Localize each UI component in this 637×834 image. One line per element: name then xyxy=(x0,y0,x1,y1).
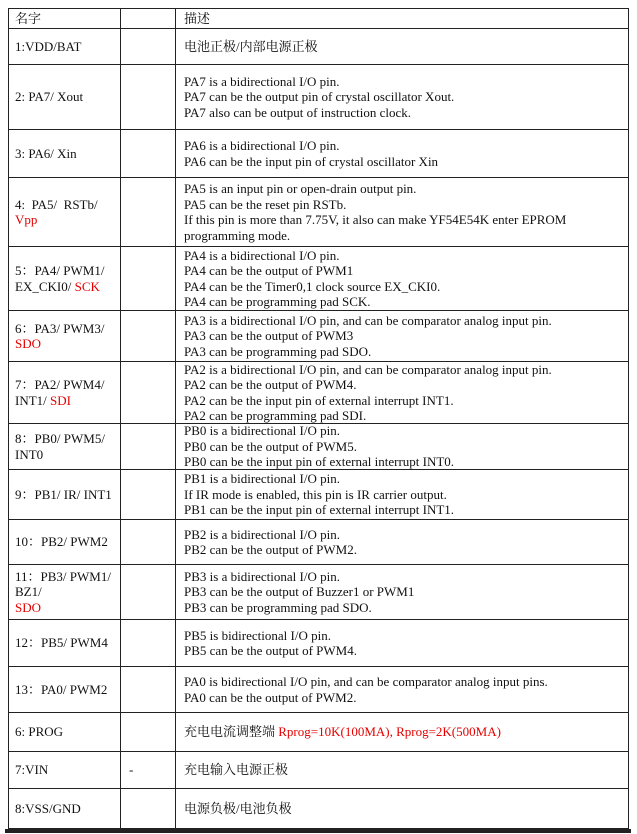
pin-desc-line xyxy=(184,248,624,264)
pin-text-red: SDO xyxy=(15,599,42,615)
pin-desc-line xyxy=(184,279,624,295)
pin-text: 7：PA2/ PWM4/ xyxy=(15,377,105,392)
pin-type-cell xyxy=(121,520,176,564)
pin-desc-line xyxy=(184,105,624,121)
pin-text: INT1/ xyxy=(15,392,51,408)
pin-text: 5：PA4/ PWM1/ xyxy=(15,263,105,278)
pin-name-cell xyxy=(9,65,121,129)
pin-desc-cell xyxy=(176,247,628,310)
pin-desc-cell xyxy=(176,130,628,177)
table-row xyxy=(9,362,628,424)
pin-text: PA2 can be the input pin of external interrupt INT1. xyxy=(184,392,454,408)
pin-text: 电源负极/电池负极 xyxy=(184,800,292,816)
pin-name-line xyxy=(15,321,117,337)
pin-desc-line xyxy=(184,138,624,154)
table-row xyxy=(9,178,628,247)
pin-desc-cell xyxy=(176,752,628,788)
pin-text: 9：PB1/ IR/ INT1 xyxy=(15,486,112,502)
pin-text: 充电输入电源正极 xyxy=(184,762,289,778)
pin-text: PB0 is a bidirectional I/O pin. xyxy=(184,424,340,439)
pin-text: 3: PA6/ Xin xyxy=(15,145,77,161)
pin-text-red: Rprog=10K(100MA), Rprog=2K(500MA) xyxy=(278,724,501,740)
pin-text: 8：PB0/ PWM5/ xyxy=(15,431,105,446)
pin-name-cell xyxy=(9,424,121,469)
pin-text: PB5 can be the output of PWM4. xyxy=(184,643,357,658)
pin-desc-line xyxy=(184,502,624,518)
table-row xyxy=(9,424,628,470)
pin-text: 4: PA5/ RSTb/ xyxy=(15,196,98,212)
pin-desc-line xyxy=(184,628,624,644)
pin-text: PA0 can be the output of PWM2. xyxy=(184,689,357,705)
pin-desc-line xyxy=(184,801,624,817)
pin-text: 7:VIN xyxy=(15,762,49,778)
pin-type-cell xyxy=(121,667,176,712)
pin-desc-cell xyxy=(176,470,628,519)
pin-desc-line xyxy=(184,674,624,690)
pin-desc-line xyxy=(184,487,624,503)
column-header-mid xyxy=(121,9,176,28)
pin-desc-line xyxy=(184,439,624,455)
pin-desc-cell xyxy=(176,565,628,619)
pin-type-cell xyxy=(121,311,176,361)
pin-text: PB0 can be the output of PWM5. xyxy=(184,438,357,454)
pin-desc-line xyxy=(184,89,624,105)
pin-text: 12：PB5/ PWM4 xyxy=(15,635,108,651)
pin-text: PA2 is a bidirectional I/O pin, and can be comparator analog input pin. xyxy=(184,362,552,377)
table-row xyxy=(9,752,628,789)
pin-text: PA6 is a bidirectional I/O pin. xyxy=(184,138,340,153)
pin-name-line xyxy=(15,534,117,550)
pin-desc-line xyxy=(184,569,624,585)
pin-type-cell xyxy=(121,752,176,788)
pin-type-text: - xyxy=(129,762,134,778)
pin-text: PB2 is a bidirectional I/O pin. xyxy=(184,526,340,542)
pin-name-cell xyxy=(9,713,121,751)
pin-name-line xyxy=(15,212,117,228)
pin-text: PB1 is a bidirectional I/O pin. xyxy=(184,471,340,487)
pin-name-cell xyxy=(9,470,121,519)
pin-text: PA4 can be the output of PWM1 xyxy=(184,263,354,278)
pin-name-cell xyxy=(9,752,121,788)
pin-desc-cell xyxy=(176,667,628,712)
pin-text: 2: PA7/ Xout xyxy=(15,89,84,105)
pin-desc-line xyxy=(184,377,624,393)
pin-name-line xyxy=(15,377,117,393)
pin-desc-line xyxy=(184,197,624,213)
pin-text: EX_CKI0/ xyxy=(15,278,75,294)
pin-desc-line xyxy=(184,263,624,279)
pin-desc-line xyxy=(184,454,624,469)
pin-text: PB1 can be the input pin of external interrupt INT1. xyxy=(184,502,455,518)
pin-desc-line xyxy=(184,344,624,360)
pin-text: PA6 can be the input pin of crystal oscillator Xin xyxy=(184,153,439,169)
pin-desc-line xyxy=(184,408,624,423)
pin-name-cell xyxy=(9,247,121,310)
pin-desc-cell xyxy=(176,29,628,64)
table-row xyxy=(9,130,628,178)
pin-name-line xyxy=(15,569,117,585)
pin-name-line xyxy=(15,635,117,651)
pin-text: PA4 can be programming pad SCK. xyxy=(184,294,371,309)
pin-text: PA0 is bidirectional I/O pin, and can be comparator analog input pins. xyxy=(184,674,548,689)
pin-name-cell xyxy=(9,565,121,619)
pin-desc-cell xyxy=(176,520,628,564)
pin-name-line xyxy=(15,431,117,447)
pin-desc-cell xyxy=(176,789,628,828)
pin-text: If IR mode is enabled, this pin is IR carrier output. xyxy=(184,486,447,502)
pin-text: PA3 can be programming pad SDO. xyxy=(184,343,372,359)
pin-name-line xyxy=(15,39,117,55)
pin-name-cell xyxy=(9,178,121,246)
pin-text: PA3 is a bidirectional I/O pin, and can be comparator analog input pin. xyxy=(184,312,552,328)
table-row xyxy=(9,520,628,565)
pin-text: PA7 also can be output of instruction clock. xyxy=(184,104,411,120)
pin-name-line xyxy=(15,762,117,778)
pin-text-red: SCK xyxy=(74,278,100,294)
pin-name-cell xyxy=(9,667,121,712)
pin-name-line xyxy=(15,682,117,698)
pin-text: PA2 can be the output of PWM4. xyxy=(184,377,357,392)
table-header-row xyxy=(9,9,628,29)
pin-name-cell xyxy=(9,311,121,361)
pin-type-cell xyxy=(121,65,176,129)
pin-table-body xyxy=(9,29,628,828)
pin-desc-cell xyxy=(176,178,628,246)
table-row xyxy=(9,311,628,362)
pin-desc-line xyxy=(184,643,624,659)
pin-desc-cell xyxy=(176,362,628,423)
pin-desc-line xyxy=(184,74,624,90)
pin-desc-line xyxy=(184,527,624,543)
pin-text: If this pin is more than 7.75V, it also can make YF54E54K enter EPROM xyxy=(184,212,567,227)
pin-text: PA7 can be the output pin of crystal oscillator Xout. xyxy=(184,89,455,105)
pin-text: PB5 is bidirectional I/O pin. xyxy=(184,627,331,643)
pin-desc-line xyxy=(184,600,624,616)
pin-desc-line xyxy=(184,313,624,329)
table-row xyxy=(9,667,628,713)
pin-type-cell xyxy=(121,789,176,828)
table-row xyxy=(9,65,628,130)
pin-text: PB3 is a bidirectional I/O pin. xyxy=(184,568,340,584)
pin-desc-line xyxy=(184,690,624,706)
pin-name-cell xyxy=(9,789,121,828)
pin-type-cell xyxy=(121,620,176,666)
pin-text: PA3 can be the output of PWM3 xyxy=(184,328,354,344)
pin-desc-line xyxy=(184,762,624,778)
pin-type-cell xyxy=(121,178,176,246)
pin-text: PB3 can be programming pad SDO. xyxy=(184,599,372,615)
table-row xyxy=(9,29,628,65)
pin-type-cell xyxy=(121,424,176,469)
column-header-desc xyxy=(176,9,628,28)
pin-text: 充电电流调整端 xyxy=(184,724,279,740)
pin-desc-line xyxy=(184,724,624,740)
pin-type-cell xyxy=(121,130,176,177)
pin-desc-line xyxy=(184,154,624,170)
pin-desc-line xyxy=(184,362,624,377)
table-row xyxy=(9,470,628,520)
pin-desc-line xyxy=(184,393,624,409)
pin-text-red: SDO xyxy=(15,336,42,351)
column-header-desc-label: 描述 xyxy=(184,10,211,26)
pin-desc-line xyxy=(184,228,624,244)
pin-name-cell xyxy=(9,620,121,666)
pin-desc-line xyxy=(184,328,624,344)
pin-name-line xyxy=(15,89,117,105)
pin-type-cell xyxy=(121,362,176,423)
pin-desc-cell xyxy=(176,713,628,751)
pin-name-cell xyxy=(9,520,121,564)
pin-text: PA4 can be the Timer0,1 clock source EX_CKI0. xyxy=(184,278,441,294)
table-row xyxy=(9,247,628,311)
pin-name-line xyxy=(15,584,117,600)
pin-type-cell xyxy=(121,565,176,619)
pin-text: 10：PB2/ PWM2 xyxy=(15,534,108,550)
pin-text: PB3 can be the output of Buzzer1 or PWM1 xyxy=(184,584,415,600)
pin-desc-line xyxy=(184,471,624,487)
pin-desc-line xyxy=(184,542,624,558)
pin-name-line xyxy=(15,146,117,162)
pin-name-line xyxy=(15,801,117,817)
pin-text-red: SDI xyxy=(50,392,71,408)
pin-desc-line xyxy=(184,294,624,310)
pin-desc-line xyxy=(184,181,624,197)
table-row xyxy=(9,713,628,752)
pin-name-line xyxy=(15,393,117,409)
pin-type-cell xyxy=(121,470,176,519)
pin-text: PA2 can be programming pad SDI. xyxy=(184,408,367,423)
pin-name-cell xyxy=(9,29,121,64)
pin-desc-cell xyxy=(176,620,628,666)
pin-desc-line xyxy=(184,424,624,439)
table-row xyxy=(9,620,628,667)
pin-desc-cell xyxy=(176,311,628,361)
pin-text: PA5 can be the reset pin RSTb. xyxy=(184,196,347,212)
pin-text: 6：PA3/ PWM3/ xyxy=(15,320,105,336)
pin-text-red: Vpp xyxy=(15,212,38,227)
pin-type-cell xyxy=(121,713,176,751)
pin-text: 电池正极/内部电源正极 xyxy=(184,38,318,54)
pin-text: PA4 is a bidirectional I/O pin. xyxy=(184,247,340,263)
pin-desc-line xyxy=(184,212,624,228)
pin-name-line xyxy=(15,279,117,295)
pin-desc-cell xyxy=(176,65,628,129)
pin-type-cell xyxy=(121,29,176,64)
pin-text: programming mode. xyxy=(184,227,291,243)
pin-text: 11：PB3/ PWM1/ xyxy=(15,568,111,584)
column-header-name xyxy=(9,9,121,28)
pin-text: PA7 is a bidirectional I/O pin. xyxy=(184,73,340,89)
pin-name-line xyxy=(15,336,117,352)
pin-text: PB0 can be the input pin of external interrupt INT0. xyxy=(184,454,455,469)
pin-text: PB2 can be the output of PWM2. xyxy=(184,542,357,557)
table-row xyxy=(9,789,628,828)
table-row xyxy=(9,565,628,620)
pin-name-line xyxy=(15,263,117,279)
pin-desc-line xyxy=(184,39,624,55)
pin-text: 1:VDD/BAT xyxy=(15,38,82,54)
page-bottom-rule xyxy=(5,829,631,833)
pin-function-table xyxy=(8,8,629,829)
pin-type-cell xyxy=(121,247,176,310)
pin-name-cell xyxy=(9,130,121,177)
column-header-name-label: 名字 xyxy=(15,10,42,26)
pin-name-line xyxy=(15,600,117,616)
pin-name-cell xyxy=(9,362,121,423)
pin-desc-cell xyxy=(176,424,628,469)
pin-text: 13：PA0/ PWM2 xyxy=(15,681,108,697)
pin-text: 6: PROG xyxy=(15,724,64,740)
pin-name-line xyxy=(15,197,117,213)
pin-name-line xyxy=(15,724,117,740)
pin-name-line xyxy=(15,447,117,463)
pin-text: INT0 xyxy=(15,446,44,462)
pin-text: 8:VSS/GND xyxy=(15,800,81,816)
pin-text: PA5 is an input pin or open-drain output pin. xyxy=(184,181,417,196)
pin-name-line xyxy=(15,487,117,503)
pin-desc-line xyxy=(184,584,624,600)
pin-text: BZ1/ xyxy=(15,584,42,600)
